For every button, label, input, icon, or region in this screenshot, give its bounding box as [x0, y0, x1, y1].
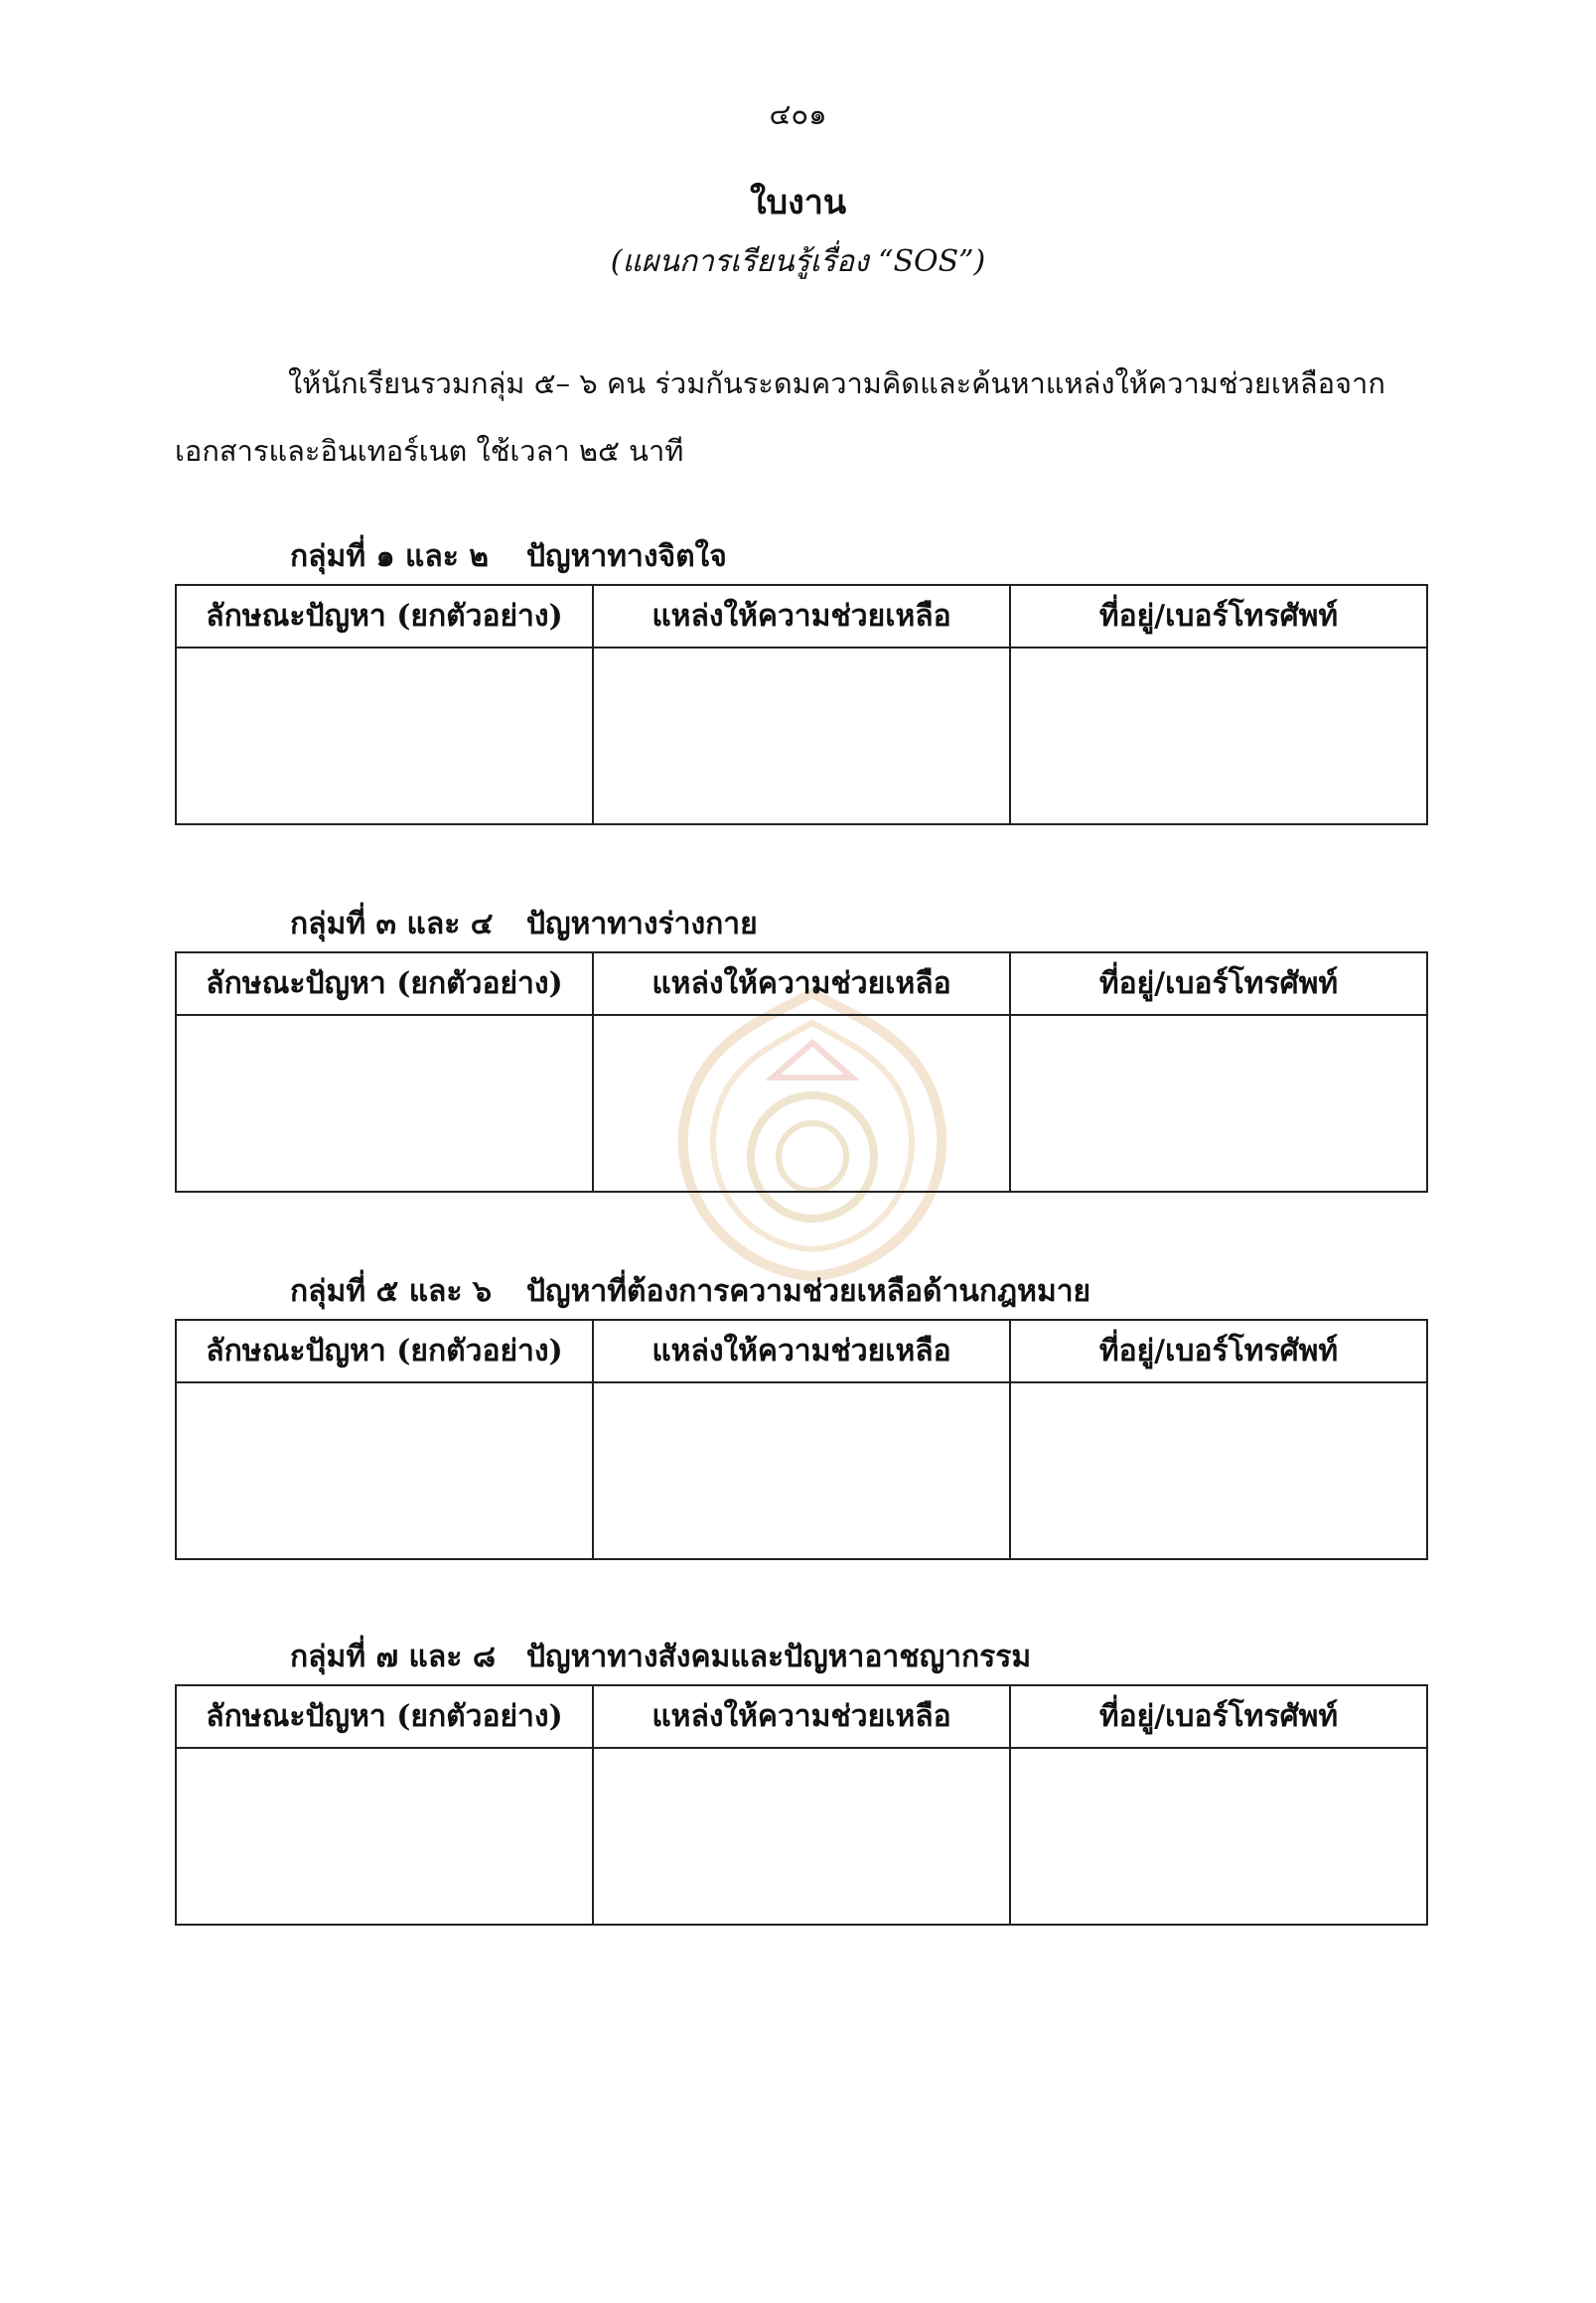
column-header-problem: ลักษณะปัญหา (ยกตัวอย่าง) — [176, 1320, 593, 1382]
group-7-8-section — [175, 1629, 1428, 1926]
instructions-paragraph: ให้นักเรียนรวมกลุ่ม ๕– ๖ คน ร่วมกันระดมความคิดและค้นหาแหล่งให้ความช่วยเหลือจากเอกสารและอินเทอร์เนต ใช้เวลา ๒๕ นาที — [175, 366, 1385, 468]
column-header-source: แหล่งให้ความช่วยเหลือ — [593, 952, 1010, 1015]
group-label: กลุ่มที่ ๗ และ ๘ — [290, 1639, 496, 1674]
column-header-source: แหล่งให้ความช่วยเหลือ — [593, 1685, 1010, 1748]
help-sources-table — [175, 1319, 1428, 1560]
group-label: กลุ่มที่ ๑ และ ๒ — [290, 538, 490, 574]
blank-cell-contact[interactable] — [1010, 648, 1427, 824]
help-sources-table — [175, 584, 1428, 825]
column-header-source: แหล่งให้ความช่วยเหลือ — [593, 1320, 1010, 1382]
group-topic: ปัญหาทางร่างกาย — [526, 906, 758, 941]
group-1-2-section — [175, 528, 1428, 825]
blank-cell-problem[interactable] — [176, 1748, 593, 1925]
group-label: กลุ่มที่ ๕ และ ๖ — [290, 1273, 493, 1309]
lesson-plan-subtitle: (แผนการเรียนรู้เรื่อง “SOS”) — [610, 244, 986, 279]
group-heading — [175, 896, 1428, 951]
blank-cell-problem[interactable] — [176, 1382, 593, 1559]
blank-cell-contact[interactable] — [1010, 1748, 1427, 1925]
page-number: ๔๐๑ — [769, 97, 827, 131]
blank-cell-source[interactable] — [593, 1015, 1010, 1192]
column-header-contact: ที่อยู่/เบอร์โทรศัพท์ — [1010, 952, 1427, 1015]
blank-cell-problem[interactable] — [176, 1015, 593, 1192]
help-sources-table — [175, 1684, 1428, 1926]
column-header-problem: ลักษณะปัญหา (ยกตัวอย่าง) — [176, 1685, 593, 1748]
group-topic: ปัญหาที่ต้องการความช่วยเหลือด้านกฎหมาย — [526, 1273, 1091, 1309]
blank-cell-contact[interactable] — [1010, 1382, 1427, 1559]
blank-cell-contact[interactable] — [1010, 1015, 1427, 1192]
column-header-contact: ที่อยู่/เบอร์โทรศัพท์ — [1010, 1685, 1427, 1748]
blank-cell-problem[interactable] — [176, 648, 593, 824]
group-5-6-section — [175, 1263, 1428, 1560]
worksheet-title: ใบงาน — [749, 183, 847, 222]
group-topic: ปัญหาทางสังคมและปัญหาอาชญากรรม — [526, 1639, 1032, 1674]
column-header-problem: ลักษณะปัญหา (ยกตัวอย่าง) — [176, 952, 593, 1015]
blank-cell-source[interactable] — [593, 1382, 1010, 1559]
group-heading — [175, 1263, 1428, 1319]
column-header-problem: ลักษณะปัญหา (ยกตัวอย่าง) — [176, 585, 593, 648]
column-header-source: แหล่งให้ความช่วยเหลือ — [593, 585, 1010, 648]
group-label: กลุ่มที่ ๓ และ ๔ — [290, 906, 494, 941]
group-heading — [175, 1629, 1428, 1684]
group-3-4-section — [175, 896, 1428, 1193]
column-header-contact: ที่อยู่/เบอร์โทรศัพท์ — [1010, 1320, 1427, 1382]
group-heading — [175, 528, 1428, 584]
group-topic: ปัญหาทางจิตใจ — [526, 538, 727, 574]
column-header-contact: ที่อยู่/เบอร์โทรศัพท์ — [1010, 585, 1427, 648]
help-sources-table — [175, 951, 1428, 1193]
blank-cell-source[interactable] — [593, 1748, 1010, 1925]
blank-cell-source[interactable] — [593, 648, 1010, 824]
